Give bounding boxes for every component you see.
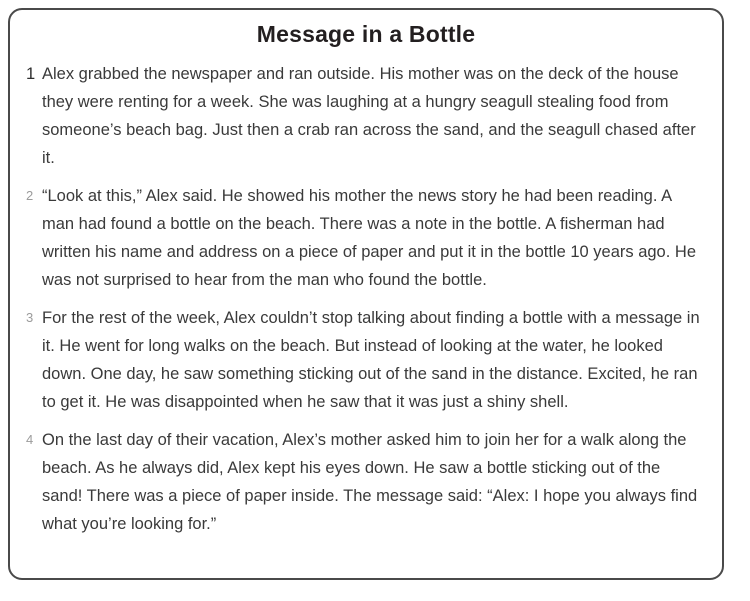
- paragraph-number: 2: [26, 188, 34, 203]
- passage-body: [10, 60, 722, 538]
- paragraph: [18, 304, 702, 416]
- paragraph-text: On the last day of their vacation, Alex’s mother asked him to join her for a walk along the beach. As he always did, Alex kept his eyes down. He saw a bottle sticking out of the sand! There was a piece of paper inside. The message said: “Alex: I hope you always find what you’re looking for.”: [42, 431, 698, 533]
- paragraph: [18, 60, 702, 172]
- paragraph-text: For the rest of the week, Alex couldn’t stop talking about finding a bottle with a message in it. He went for long walks on the beach. But instead of looking at the water, he looked down. One day, he saw something sticking out of the sand in the distance. Excited, he ran to get it. He was disappointed when he saw that it was just a shiny shell.: [42, 309, 700, 411]
- passage-box: [8, 8, 724, 580]
- paragraph-number: 1: [26, 65, 36, 83]
- paragraph-text: Alex grabbed the newspaper and ran outside. His mother was on the deck of the house they were renting for a week. She was laughing at a hungry seagull stealing food from someone’s beach bag. Just then a crab ran across the sand, and the seagull chased after it.: [42, 65, 696, 167]
- paragraph: [18, 182, 702, 294]
- paragraph-number: 3: [26, 310, 34, 325]
- passage-title: Message in a Bottle: [256, 21, 476, 47]
- paragraph-text: “Look at this,” Alex said. He showed his mother the news story he had been reading. A man had found a bottle on the beach. There was a note in the bottle. A fisherman had written his name and address on a piece of paper and put it in the bottle 10 years ago. He was not surprised to hear from the man who found the bottle.: [42, 187, 696, 289]
- paragraph-number: 4: [26, 432, 34, 447]
- paragraph: [18, 426, 702, 538]
